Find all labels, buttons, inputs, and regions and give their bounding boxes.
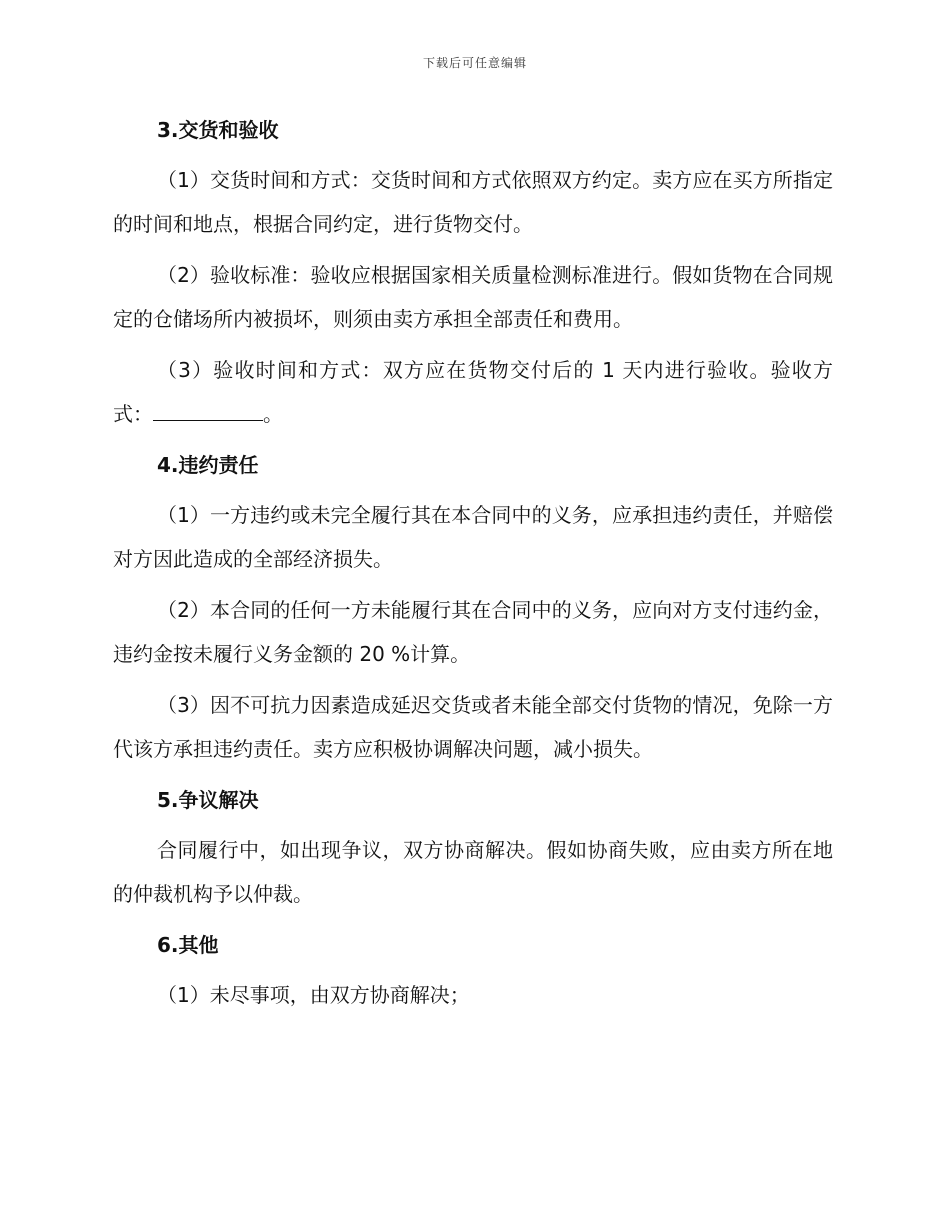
- section-heading: 5.争议解决: [157, 788, 259, 812]
- fill-in-blank[interactable]: [153, 398, 263, 421]
- paragraph: （1）未尽事项，由双方协商解决；: [157, 983, 470, 1007]
- paragraph: （2）验收标准：验收应根据国家相关质量检测标准进行。假如货物在合同规定的仓储场所内被损坏，则须由卖方承担全部责任和费用。: [113, 263, 833, 331]
- paragraph: （2）本合同的任何一方未能履行其在合同中的义务，应向对方支付违约金，违约金按未履行义务金额的 20 %计算。: [113, 598, 833, 666]
- section-delivery: [113, 108, 833, 436]
- section-heading: 4.违约责任: [157, 453, 259, 477]
- section-other: [113, 923, 833, 1017]
- paragraph: （3）因不可抗力因素造成延迟交货或者未能全部交付货物的情况，免除一方代该方承担违约责任。卖方应积极协调解决问题，减小损失。: [113, 693, 833, 761]
- document-body: [113, 108, 833, 1024]
- paragraph-suffix: 。: [263, 402, 283, 426]
- paragraph: （1）交货时间和方式：交货时间和方式依照双方约定。卖方应在买方所指定的时间和地点，根据合同约定，进行货物交付。: [113, 168, 833, 236]
- paragraph: 合同履行中，如出现争议，双方协商解决。假如协商失败，应由卖方所在地的仲裁机构予以仲裁。: [113, 838, 833, 906]
- header-note: 下载后可任意编辑: [422, 56, 527, 70]
- paragraph: [113, 348, 833, 436]
- section-liability: [113, 443, 833, 771]
- paragraph-text: （3）验收时间和方式：双方应在货物交付后的 1 天内进行验收。验收方式：: [113, 358, 833, 426]
- section-heading: 6.其他: [157, 933, 219, 957]
- section-dispute: [113, 778, 833, 916]
- section-heading: 3.交货和验收: [157, 118, 279, 142]
- paragraph: （1）一方违约或未完全履行其在本合同中的义务，应承担违约责任，并赔偿对方因此造成的全部经济损失。: [113, 503, 833, 571]
